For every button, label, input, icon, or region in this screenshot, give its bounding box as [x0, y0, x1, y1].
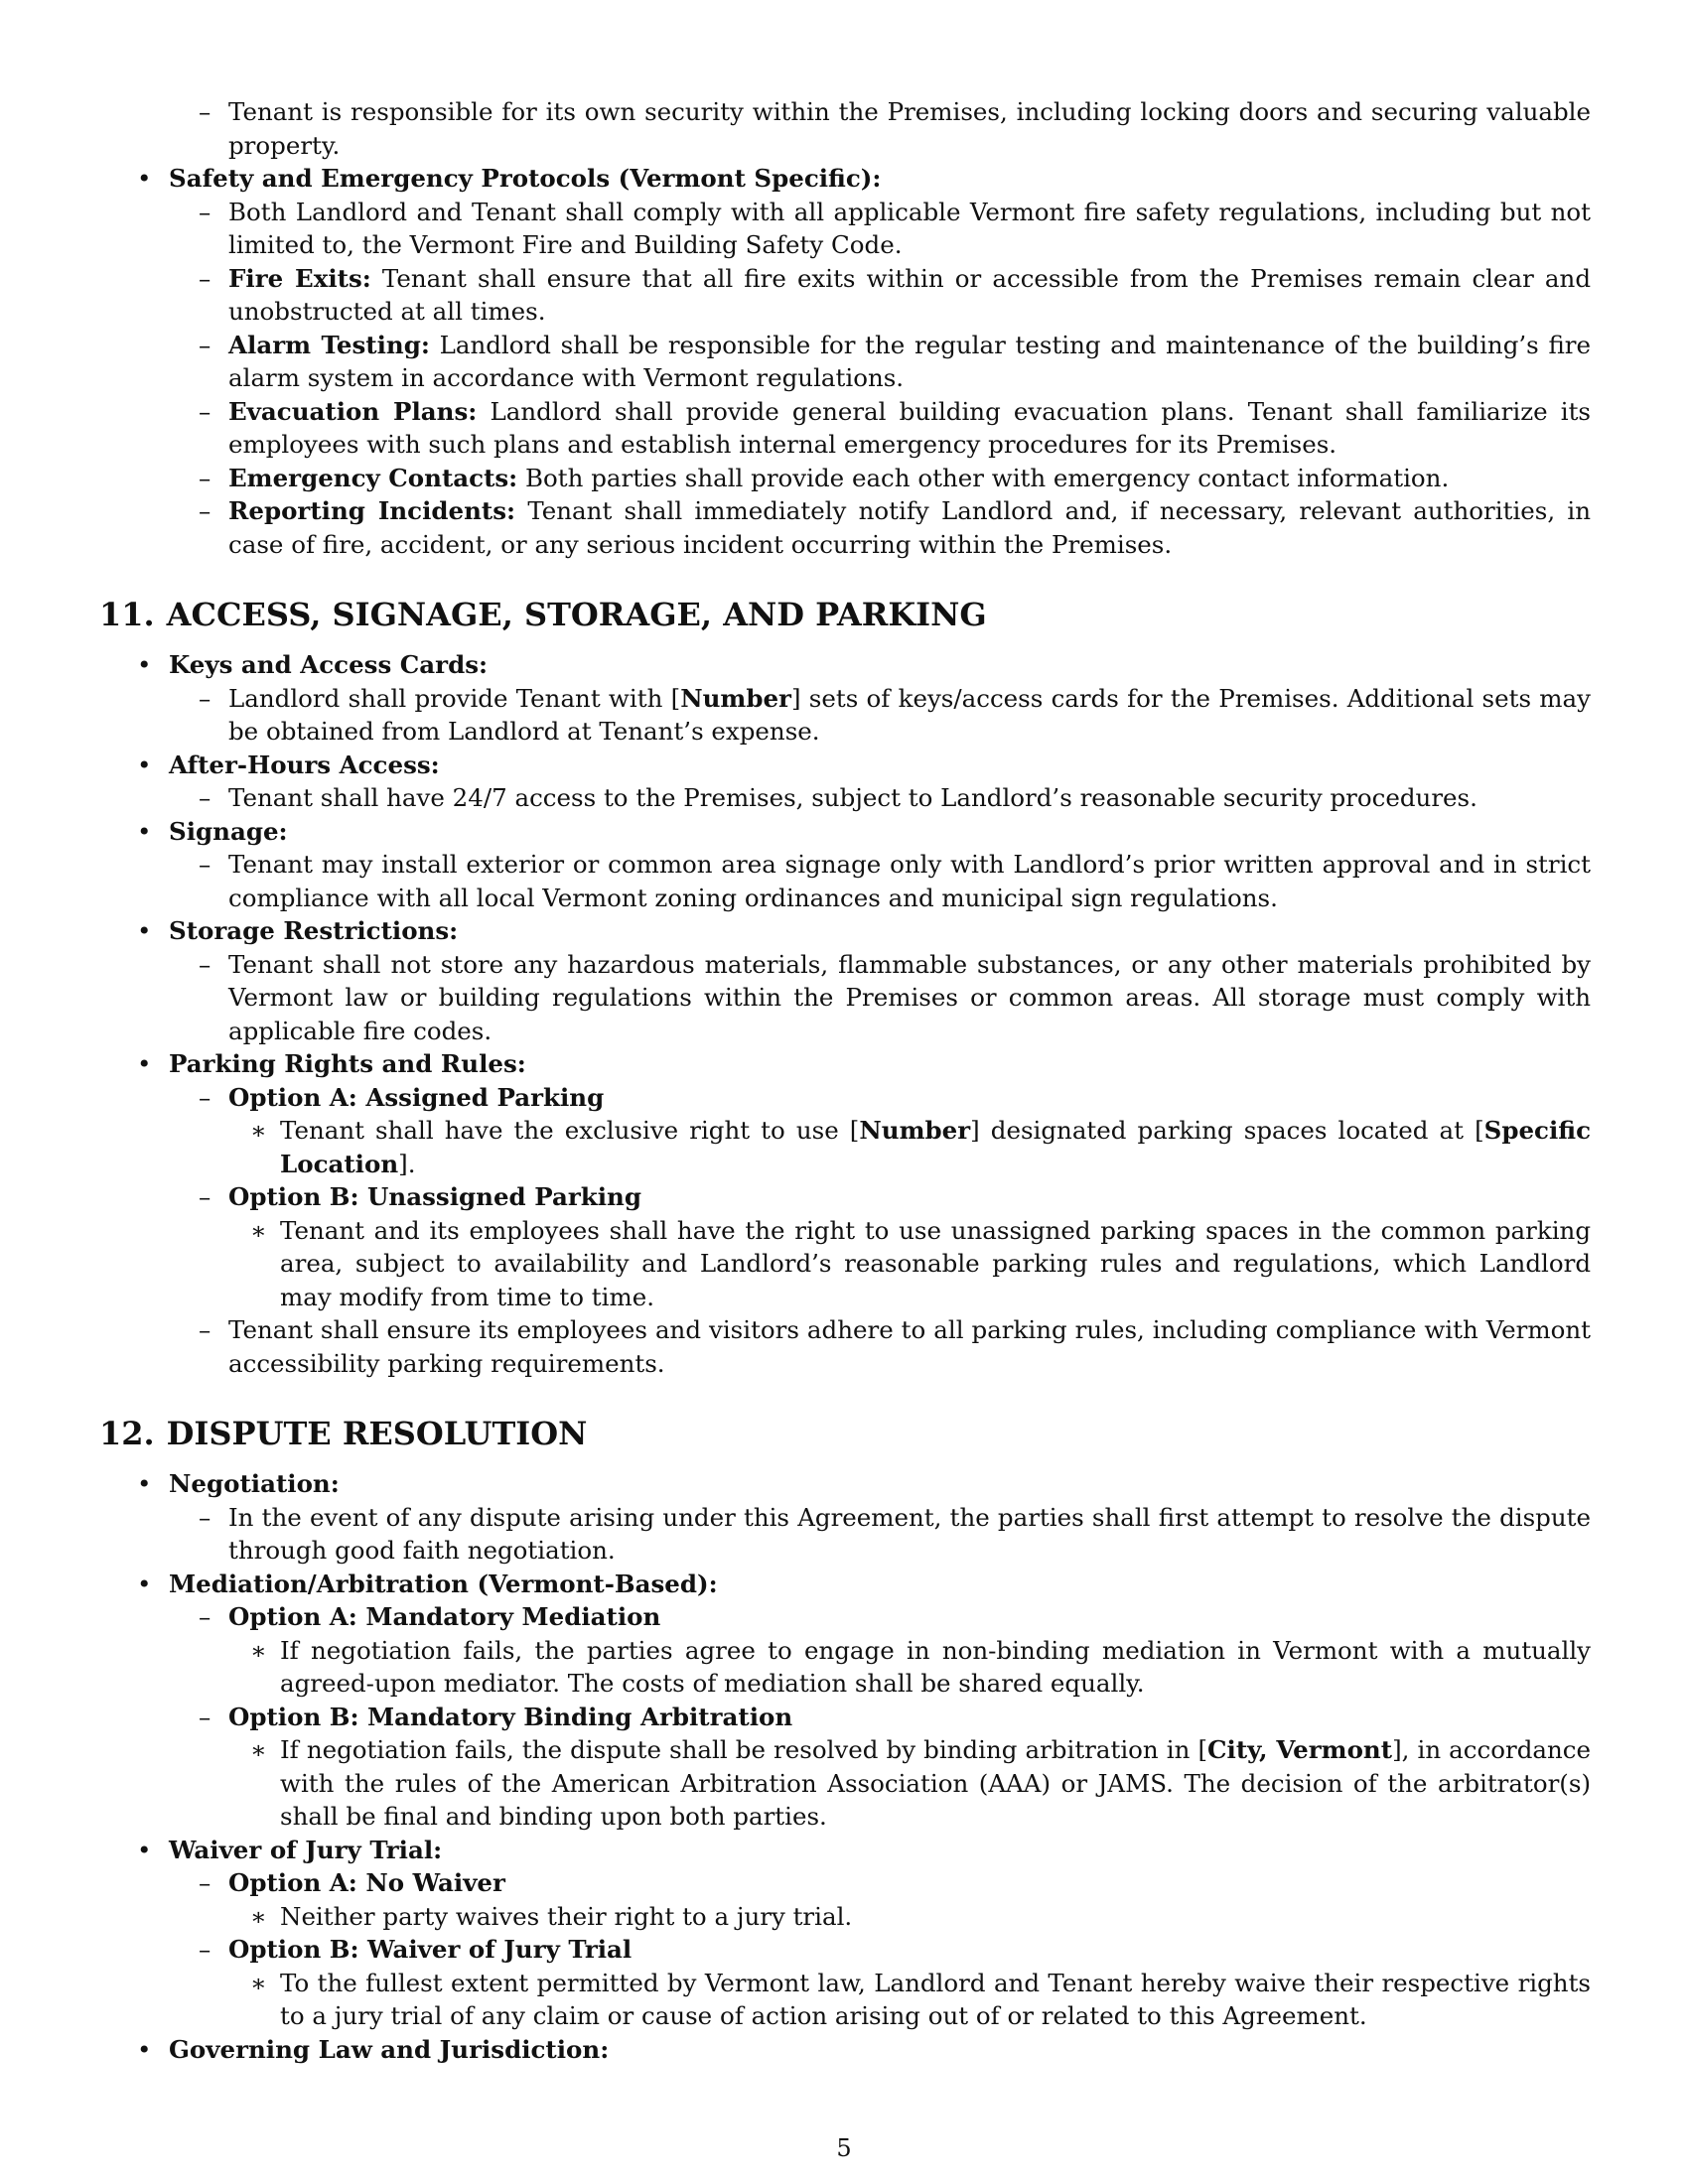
- list-item: [99, 1467, 1591, 1501]
- keys-placeholder: Number: [680, 683, 791, 713]
- dash-marker: –: [199, 197, 211, 226]
- list-item: [99, 749, 1591, 782]
- list-item: [99, 329, 1591, 395]
- reporting-label: Reporting Incidents:: [228, 496, 516, 525]
- list-item: [99, 1501, 1591, 1568]
- star-marker: ∗: [250, 1215, 267, 1245]
- dash-marker: –: [199, 330, 211, 359]
- list-item: [99, 462, 1591, 495]
- list-item: [99, 682, 1591, 749]
- dash-marker: –: [199, 1082, 211, 1112]
- mediation-option-a-text: If negotiation fails, the parties agree to engage in non-binding mediation in Vermont with a mutually agreed-upon mediator. The costs of mediation shall be shared equally.: [280, 1635, 1591, 1698]
- arbitration-option-b-title: Option B: Mandatory Binding Arbitration: [228, 1702, 793, 1731]
- keys-text-pre: Landlord shall provide Tenant with [: [228, 683, 681, 713]
- list-item: [99, 1081, 1591, 1115]
- dash-marker: –: [199, 1182, 211, 1211]
- signage-title: Signage:: [169, 816, 288, 846]
- list-item: [99, 1701, 1591, 1734]
- parking-option-b-title: Option B: Unassigned Parking: [228, 1182, 641, 1211]
- list-item: [99, 1733, 1591, 1834]
- parking-option-a-mid: ] designated parking spaces located at [: [970, 1116, 1484, 1145]
- list-item: [99, 914, 1591, 948]
- contacts-text: Both parties shall provide each other with emergency contact information.: [525, 463, 1450, 492]
- fire-exits-text: Tenant shall ensure that all fire exits within or accessible from the Premises remain clear and unobstructed at all times.: [228, 263, 1592, 326]
- list-item: [99, 2033, 1591, 2067]
- dash-marker: –: [199, 949, 211, 979]
- section-heading-11: [99, 595, 1591, 634]
- keys-title: Keys and Access Cards:: [169, 650, 489, 679]
- storage-title: Storage Restrictions:: [169, 916, 459, 945]
- dash-marker: –: [199, 783, 211, 812]
- bullet-marker: •: [137, 750, 152, 779]
- list-item: [99, 1568, 1591, 1601]
- star-marker: ∗: [250, 1116, 267, 1145]
- dash-marker: –: [199, 1315, 211, 1344]
- arbitration-text-pre: If negotiation fails, the dispute shall be resolved by binding arbitration in [: [280, 1735, 1208, 1764]
- parking-location-placeholder: Specific Location: [280, 1116, 1591, 1178]
- section-title: ACCESS, SIGNAGE, STORAGE, AND PARKING: [166, 596, 987, 633]
- dash-marker: –: [199, 850, 211, 879]
- star-marker: ∗: [250, 1735, 267, 1764]
- dash-marker: –: [199, 1702, 211, 1731]
- parking-option-a-pre: Tenant shall have the exclusive right to use [: [280, 1116, 860, 1145]
- list-item: [99, 948, 1591, 1048]
- list-item: [99, 196, 1591, 262]
- dash-marker: –: [199, 263, 211, 293]
- storage-text: Tenant shall not store any hazardous materials, flammable substances, or any other materials prohibited by Vermont law or building regulations within the Premises or common areas. All storage must comply with applicable fire codes.: [228, 949, 1591, 1045]
- bullet-marker: •: [137, 1049, 152, 1078]
- star-marker: ∗: [250, 1901, 267, 1931]
- jury-option-a-title: Option A: No Waiver: [228, 1868, 505, 1897]
- list-item: [99, 1214, 1591, 1314]
- keys-text-post: ] sets of keys/access cards for the Premises. Additional sets may be obtained from Landlord at Tenant’s expense.: [228, 683, 1591, 746]
- list-item: [99, 848, 1591, 914]
- list-item: [99, 1933, 1591, 1967]
- evac-label: Evacuation Plans:: [228, 396, 478, 426]
- bullet-marker: •: [137, 650, 152, 679]
- alarm-text: Landlord shall be responsible for the regular testing and maintenance of the building’s fire alarm system in accordance with Vermont regulations.: [228, 330, 1592, 392]
- dash-marker: –: [199, 683, 211, 713]
- list-item: [99, 162, 1591, 196]
- jury-option-b-text: To the fullest extent permitted by Vermont law, Landlord and Tenant hereby waive their respective rights to a jury trial of any claim or cause of action arising out of or related to this Agreement.: [280, 1968, 1591, 2030]
- section-number: 12.: [99, 1415, 155, 1452]
- list-item: [99, 1900, 1591, 1934]
- section-title: DISPUTE RESOLUTION: [166, 1415, 588, 1452]
- list-item: [99, 648, 1591, 682]
- list-item: [99, 781, 1591, 815]
- list-item: [99, 1600, 1591, 1634]
- list-item: [99, 1967, 1591, 2033]
- reporting-text: Tenant shall immediately notify Landlord and, if necessary, relevant authorities, in case of fire, accident, or any serious incident occurring within the Premises.: [228, 496, 1592, 559]
- list-item: [99, 1834, 1591, 1867]
- safety-intro-text: Both Landlord and Tenant shall comply with all applicable Vermont fire safety regulations, including but not limited to, the Vermont Fire and Building Safety Code.: [228, 197, 1591, 259]
- list-item: [99, 1180, 1591, 1214]
- parking-option-b-text: Tenant and its employees shall have the right to use unassigned parking spaces in the common parking area, subject to availability and Landlord’s reasonable parking rules and regulations, which Landlord may modify from time to time.: [280, 1215, 1591, 1311]
- list-item: [99, 1047, 1591, 1081]
- star-marker: ∗: [250, 1635, 267, 1665]
- negotiation-text: In the event of any dispute arising under this Agreement, the parties shall first attempt to resolve the dispute through good faith negotiation.: [228, 1502, 1591, 1565]
- parking-title: Parking Rights and Rules:: [169, 1049, 526, 1078]
- jury-title: Waiver of Jury Trial:: [169, 1835, 443, 1864]
- list-item: [99, 494, 1591, 561]
- bullet-marker: •: [137, 1835, 152, 1864]
- arbitration-text-post: ], in accordance with the rules of the American Arbitration Association (AAA) or JAMS. The decision of the arbitrator(s) shall be final and binding upon both parties.: [280, 1735, 1591, 1831]
- list-item: [99, 95, 1591, 162]
- safety-title: Safety and Emergency Protocols (Vermont Specific):: [169, 164, 882, 193]
- dash-marker: –: [199, 97, 211, 126]
- dash-marker: –: [199, 463, 211, 492]
- after-hours-title: After-Hours Access:: [169, 750, 440, 779]
- signage-text: Tenant may install exterior or common area signage only with Landlord’s prior written approval and in strict compliance with all local Vermont zoning ordinances and municipal sign regulations.: [228, 850, 1591, 912]
- bullet-marker: •: [137, 2034, 152, 2064]
- dash-marker: –: [199, 496, 211, 525]
- mediation-option-a-title: Option A: Mandatory Mediation: [228, 1602, 661, 1631]
- after-hours-text: Tenant shall have 24/7 access to the Premises, subject to Landlord’s reasonable security procedures.: [228, 783, 1477, 812]
- list-item: [99, 1634, 1591, 1701]
- bullet-marker: •: [137, 816, 152, 846]
- list-item: [99, 1313, 1591, 1380]
- arbitration-city-placeholder: City, Vermont: [1207, 1735, 1393, 1764]
- section-number: 11.: [99, 596, 155, 633]
- jury-option-a-text: Neither party waives their right to a jury trial.: [280, 1901, 853, 1931]
- bullet-marker: •: [137, 1569, 152, 1598]
- bullet-marker: •: [137, 1469, 152, 1498]
- list-item: [99, 395, 1591, 462]
- list-item: [99, 1866, 1591, 1900]
- parking-number-placeholder: Number: [859, 1116, 971, 1145]
- bullet-marker: •: [137, 164, 152, 193]
- list-item: [99, 815, 1591, 849]
- dash-marker: –: [199, 1602, 211, 1631]
- page-number: 5: [836, 2134, 852, 2162]
- list-item: [99, 1114, 1591, 1180]
- parking-rules-text: Tenant shall ensure its employees and visitors adhere to all parking rules, including compliance with Vermont accessibility parking requirements.: [228, 1315, 1591, 1378]
- mediation-title: Mediation/Arbitration (Vermont-Based):: [169, 1569, 718, 1598]
- alarm-label: Alarm Testing:: [228, 330, 430, 359]
- parking-option-a-title: Option A: Assigned Parking: [228, 1082, 605, 1112]
- governing-law-title: Governing Law and Jurisdiction:: [169, 2034, 610, 2064]
- fire-exits-label: Fire Exits:: [228, 263, 371, 293]
- list-item: [99, 262, 1591, 329]
- dash-marker: –: [199, 1868, 211, 1897]
- document-body: [99, 95, 1591, 2066]
- jury-option-b-title: Option B: Waiver of Jury Trial: [228, 1935, 633, 1964]
- dash-marker: –: [199, 1502, 211, 1532]
- star-marker: ∗: [250, 1968, 267, 1997]
- negotiation-title: Negotiation:: [169, 1469, 340, 1498]
- parking-option-a-post: ].: [398, 1149, 416, 1178]
- security-text: Tenant is responsible for its own security within the Premises, including locking doors and securing valuable property.: [228, 97, 1591, 160]
- contacts-label: Emergency Contacts:: [228, 463, 518, 492]
- section-heading-12: [99, 1414, 1591, 1453]
- evac-text: Landlord shall provide general building evacuation plans. Tenant shall familiarize its employees with such plans and establish internal emergency procedures for its Premises.: [228, 396, 1592, 459]
- dash-marker: –: [199, 396, 211, 426]
- dash-marker: –: [199, 1935, 211, 1964]
- bullet-marker: •: [137, 916, 152, 945]
